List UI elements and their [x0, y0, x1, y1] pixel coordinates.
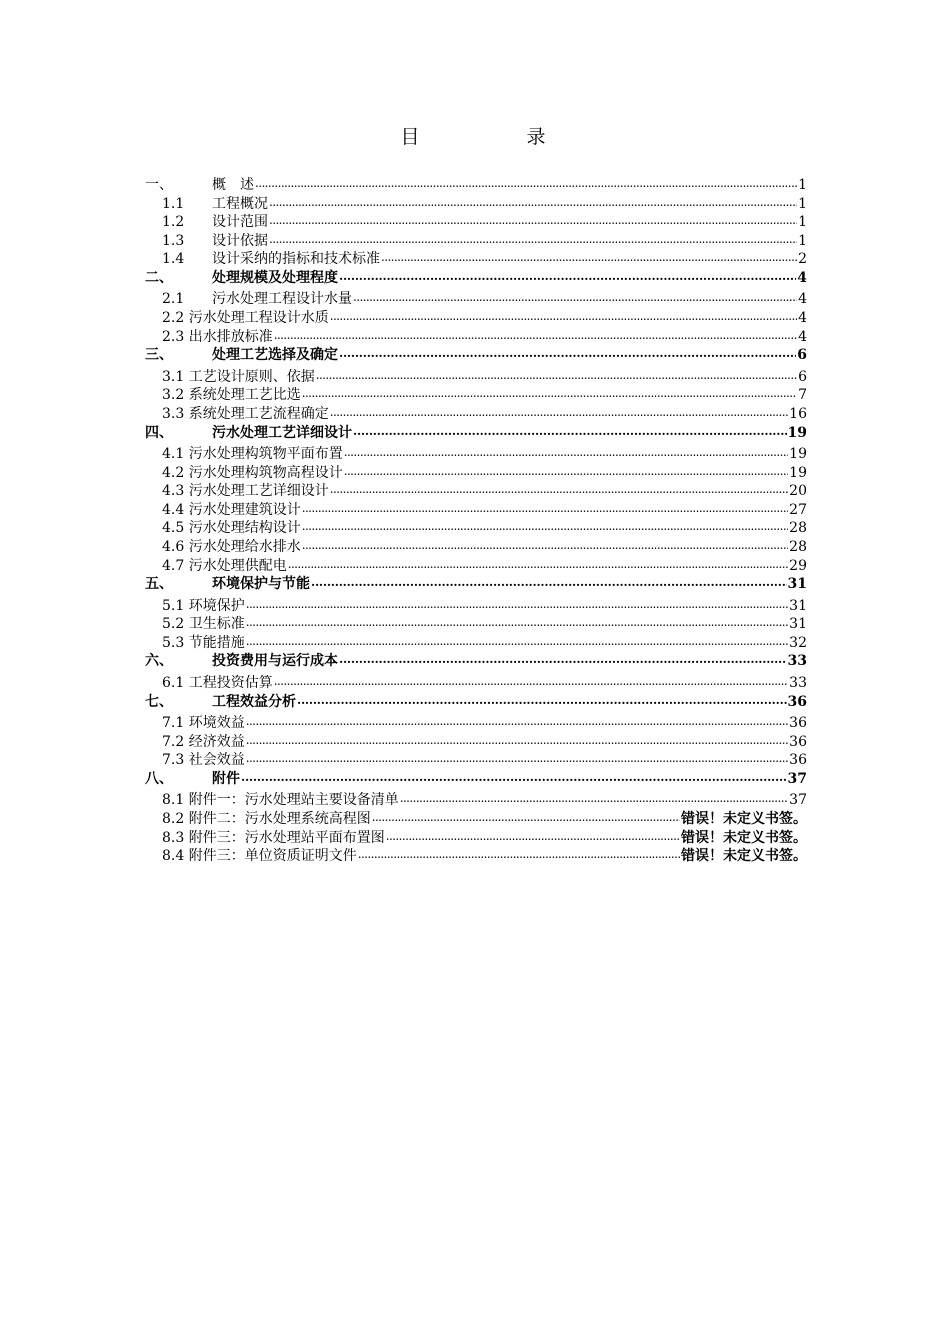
dot-leader	[297, 692, 787, 706]
toc-entry-title: 4.4 污水处理建筑设计	[162, 501, 301, 518]
toc-section-entry[interactable]	[145, 713, 807, 732]
toc-section-entry[interactable]	[145, 732, 807, 751]
dot-leader	[353, 423, 787, 437]
dot-leader	[311, 574, 787, 588]
toc-section-entry[interactable]	[145, 596, 807, 615]
toc-entry-page-number: 4	[798, 328, 807, 345]
dot-leader	[269, 194, 797, 208]
toc-entry-page-number: 16	[789, 405, 807, 422]
toc-section-entry[interactable]	[145, 463, 807, 482]
toc-entry-title: 5.1 环境保护	[162, 597, 245, 614]
toc-entry-page-number: 31	[789, 597, 807, 614]
toc-entry-title: 4.6 污水处理给水排水	[162, 539, 301, 555]
toc-entry-page-number: 1	[798, 177, 807, 193]
toc-chapter-entry[interactable]	[145, 769, 807, 791]
toc-entry-number: 1.4	[162, 251, 185, 268]
dot-leader	[302, 518, 788, 532]
toc-entry-number: 1.3	[162, 232, 185, 249]
toc-entry-number: 三、	[145, 347, 173, 364]
toc-chapter-entry[interactable]	[145, 651, 807, 673]
toc-entry-title: 8.3 附件三：污水处理站平面布置图	[162, 829, 385, 846]
toc-section-entry[interactable]	[145, 231, 807, 250]
toc-section-entry[interactable]	[145, 537, 807, 556]
toc-section-entry[interactable]	[145, 327, 807, 346]
toc-section-entry[interactable]	[145, 385, 807, 404]
toc-entry-page-number: 1	[798, 232, 807, 249]
toc-entry-title: 设计采纳的指标和技术标准	[212, 251, 380, 268]
toc-entry-title: 设计范围	[212, 214, 268, 231]
dot-leader	[339, 651, 787, 665]
toc-entry-title: 8.4 附件三：单位资质证明文件	[162, 848, 357, 865]
toc-entry-page-number: 6	[798, 368, 807, 385]
toc-entry-title: 4.1 污水处理构筑物平面布置	[162, 446, 343, 463]
table-of-contents	[145, 175, 807, 865]
dot-leader	[339, 345, 796, 359]
dot-leader	[241, 769, 787, 783]
toc-entry-title: 4.5 污水处理结构设计	[162, 520, 301, 537]
toc-chapter-entry[interactable]	[145, 345, 807, 367]
toc-entry-title: 3.2 系统处理工艺比选	[162, 387, 301, 404]
toc-entry-page-number: 32	[789, 634, 807, 651]
toc-section-entry[interactable]	[145, 518, 807, 537]
toc-entry-title: 概 述	[212, 177, 254, 193]
dot-leader	[246, 750, 788, 764]
toc-entry-page-number: 36	[789, 752, 807, 769]
dot-leader	[386, 828, 680, 842]
toc-chapter-entry[interactable]	[145, 268, 807, 290]
dot-leader	[353, 289, 797, 303]
toc-entry-page-number: 6	[797, 347, 807, 364]
toc-section-entry[interactable]	[145, 500, 807, 519]
dot-leader	[330, 308, 797, 322]
toc-entry-number: 六、	[145, 653, 173, 670]
toc-entry-error-message: 错误！未定义书签。	[681, 848, 807, 865]
toc-section-entry[interactable]	[145, 249, 807, 268]
toc-section-entry[interactable]	[145, 790, 807, 809]
toc-entry-page-number: 37	[789, 792, 807, 809]
dot-leader	[246, 633, 788, 647]
toc-entry-page-number: 33	[787, 653, 807, 670]
toc-chapter-entry[interactable]	[145, 423, 807, 445]
toc-entry-error-message: 错误！未定义书签。	[681, 810, 807, 827]
dot-leader	[269, 231, 797, 245]
toc-entry-page-number: 36	[789, 715, 807, 732]
toc-section-entry[interactable]	[145, 673, 807, 692]
toc-entry-number: 1.1	[162, 195, 185, 212]
toc-entry-title: 处理工艺选择及确定	[212, 347, 338, 364]
toc-entry-page-number: 4	[798, 310, 807, 327]
toc-entry-number: 七、	[145, 693, 173, 710]
toc-entry-title: 4.7 污水处理供配电	[162, 557, 287, 574]
toc-entry-title: 污水处理工艺详细设计	[212, 424, 352, 441]
toc-entry-title: 设计依据	[212, 232, 268, 249]
toc-entry-number: 八、	[145, 770, 173, 787]
toc-entry-error-message: 错误！未定义书签。	[681, 829, 807, 846]
toc-section-entry[interactable]	[145, 212, 807, 231]
toc-entry-page-number: 33	[789, 674, 807, 691]
dot-leader	[316, 367, 797, 381]
toc-entry-title: 投资费用与运行成本	[212, 653, 338, 670]
toc-entry-title: 7.1 环境效益	[162, 715, 245, 732]
toc-entry-page-number: 19	[789, 464, 807, 481]
toc-entry-number: 2.1	[162, 291, 185, 308]
toc-entry-page-number: 4	[797, 269, 807, 286]
toc-entry-title: 8.2 附件二：污水处理系统高程图	[162, 810, 371, 827]
toc-section-entry[interactable]	[145, 289, 807, 308]
toc-section-entry[interactable]	[145, 750, 807, 769]
toc-entry-page-number: 36	[789, 733, 807, 750]
toc-entry-title: 5.3 节能措施	[162, 634, 245, 651]
toc-entry-title: 4.3 污水处理工艺详细设计	[162, 483, 329, 500]
dot-leader	[246, 614, 788, 628]
toc-entry-page-number: 27	[789, 501, 807, 518]
dot-leader	[288, 556, 788, 570]
dot-leader	[302, 537, 788, 551]
toc-entry-page-number: 28	[789, 539, 807, 555]
dot-leader	[302, 385, 797, 399]
toc-title: 目 录	[400, 126, 590, 148]
dot-leader	[246, 713, 788, 727]
dot-leader	[269, 212, 797, 226]
dot-leader	[274, 327, 797, 341]
toc-entry-title: 8.1 附件一：污水处理站主要设备清单	[162, 792, 399, 809]
toc-entry-title: 6.1 工程投资估算	[162, 674, 273, 691]
toc-section-entry[interactable]	[145, 846, 807, 865]
dot-leader	[330, 404, 788, 418]
toc-entry-number: 二、	[145, 269, 173, 286]
toc-entry-title: 2.3 出水排放标准	[162, 328, 273, 345]
toc-section-entry[interactable]	[145, 308, 807, 327]
toc-entry-title: 环境保护与节能	[212, 576, 310, 593]
toc-entry-page-number: 4	[798, 291, 807, 308]
toc-entry-number: 五、	[145, 576, 173, 593]
toc-section-entry[interactable]	[145, 481, 807, 500]
dot-leader	[381, 249, 797, 263]
toc-entry-title: 5.2 卫生标准	[162, 616, 245, 633]
toc-entry-page-number: 2	[798, 251, 807, 268]
toc-entry-page-number: 31	[787, 576, 807, 593]
toc-section-entry[interactable]	[145, 614, 807, 633]
toc-entry-title: 附件	[212, 770, 240, 787]
toc-entry-title: 7.2 经济效益	[162, 733, 245, 750]
toc-entry-number: 一、	[145, 177, 173, 193]
toc-section-entry[interactable]	[145, 556, 807, 575]
toc-section-entry[interactable]	[145, 809, 807, 828]
dot-leader	[274, 673, 788, 687]
dot-leader	[330, 481, 788, 495]
toc-section-entry[interactable]	[145, 404, 807, 423]
toc-entry-title: 工程概况	[212, 195, 268, 212]
toc-section-entry[interactable]	[145, 367, 807, 386]
toc-entry-title: 污水处理工程设计水量	[212, 291, 352, 308]
toc-section-entry[interactable]	[145, 194, 807, 213]
toc-entry-page-number: 20	[789, 483, 807, 500]
toc-section-entry[interactable]	[145, 633, 807, 652]
dot-leader	[339, 268, 796, 282]
toc-chapter-entry[interactable]	[145, 692, 807, 714]
toc-entry-number: 1.2	[162, 214, 185, 231]
dot-leader	[246, 596, 788, 610]
toc-entry-page-number: 28	[789, 520, 807, 537]
toc-entry-number: 四、	[145, 424, 173, 441]
toc-chapter-entry[interactable]	[145, 574, 807, 596]
toc-entry-title: 2.2 污水处理工程设计水质	[162, 310, 329, 327]
dot-leader	[302, 500, 788, 514]
dot-leader	[255, 175, 797, 189]
dot-leader	[372, 809, 680, 823]
dot-leader	[400, 790, 788, 804]
toc-entry-page-number: 7	[798, 387, 807, 404]
toc-section-entry[interactable]	[145, 444, 807, 463]
toc-entry-page-number: 19	[789, 446, 807, 463]
toc-entry-page-number: 36	[787, 693, 807, 710]
toc-entry-title: 3.1 工艺设计原则、依据	[162, 368, 315, 385]
toc-entry-title: 工程效益分析	[212, 693, 296, 710]
toc-section-entry[interactable]	[145, 828, 807, 847]
toc-entry-page-number: 19	[787, 424, 807, 441]
toc-entry-page-number: 37	[787, 770, 807, 787]
toc-entry-title: 3.3 系统处理工艺流程确定	[162, 405, 329, 422]
dot-leader	[246, 732, 788, 746]
dot-leader	[358, 846, 680, 860]
dot-leader	[344, 463, 788, 477]
toc-entry-title: 4.2 污水处理构筑物高程设计	[162, 464, 343, 481]
toc-entry-page-number: 1	[798, 195, 807, 212]
toc-entry-page-number: 1	[798, 214, 807, 231]
dot-leader	[344, 444, 788, 458]
toc-chapter-entry[interactable]	[145, 175, 807, 194]
toc-entry-title: 处理规模及处理程度	[212, 269, 338, 286]
toc-entry-page-number: 31	[789, 616, 807, 633]
toc-entry-title: 7.3 社会效益	[162, 752, 245, 769]
toc-entry-page-number: 29	[789, 557, 807, 574]
